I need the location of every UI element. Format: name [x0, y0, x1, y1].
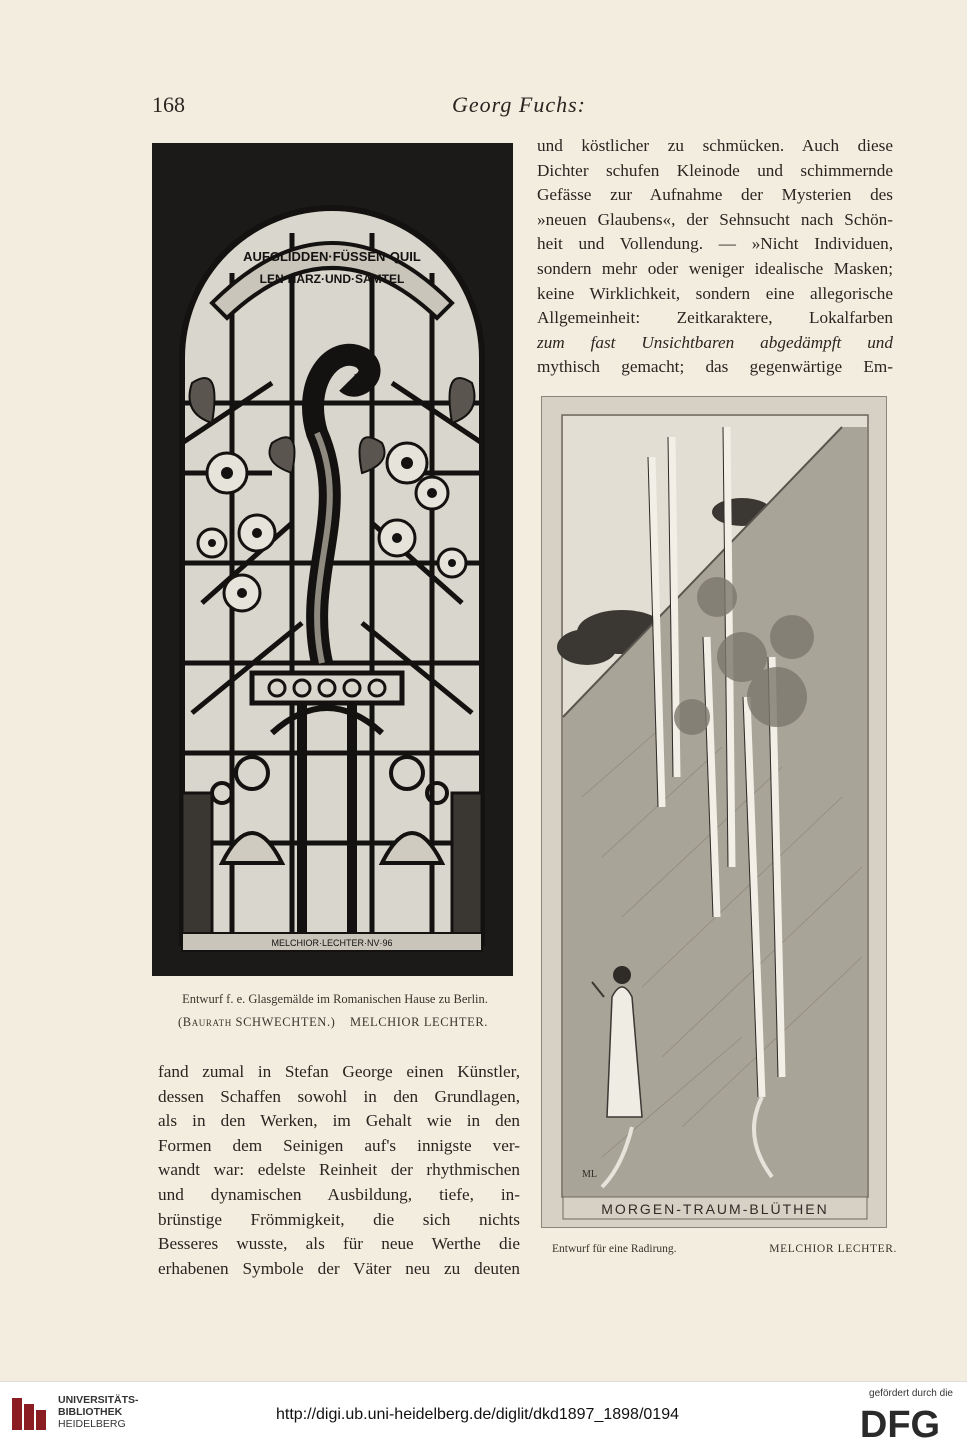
text-line: Allgemeinheit: Zeitkaraktere, Lokalfarben [537, 308, 893, 328]
banner-text: LEN·HARZ·UND·SAMTEL [259, 272, 405, 286]
digitization-footer [0, 1381, 967, 1450]
text-line: wandt war: edelste Reinheit der rhythmischen [158, 1160, 520, 1180]
text-line: Formen dem Seinigen auf's innigste ver- [158, 1135, 520, 1155]
institution-line: HEIDELBERG [58, 1418, 126, 1430]
institution-name [58, 1394, 139, 1430]
text-line: und köstlicher zu schmücken. Auch diese [537, 136, 893, 155]
body-text-right-column [537, 134, 893, 380]
glass-caption-artist: MELCHIOR LECHTER. [350, 1015, 488, 1029]
etching-illustration [542, 397, 887, 1228]
body-text-left-column [158, 1060, 520, 1281]
glass-caption-line-2 [178, 1015, 488, 1030]
page-number: 168 [152, 92, 185, 117]
etching-design-figure [541, 396, 887, 1228]
text-line: fand zumal in Stefan George einen Künstler, [158, 1062, 520, 1081]
banner-text: AUFGLIDDEN·FÜSSEN·QUIL [243, 249, 421, 264]
stained-glass-design-figure [152, 143, 513, 976]
running-head: Georg Fuchs: [452, 92, 586, 117]
funded-by-label: gefördert durch die [869, 1388, 953, 1399]
dfg-logo-icon [849, 1403, 951, 1443]
university-library-logo-icon [10, 1394, 52, 1434]
etching-title: MORGEN-TRAUM-BLÜTHEN [601, 1201, 829, 1217]
etching-caption [552, 1243, 897, 1255]
text-line: sondern mehr oder weniger idealische Masken; [537, 258, 893, 278]
text-line: als in den Werken, im Gehalt wie in den [158, 1111, 520, 1131]
permalink-url[interactable]: http://digi.ub.uni-heidelberg.de/diglit/dkd1897_1898/0194 [276, 1406, 679, 1423]
text-line: Gefässe zur Aufnahme der Mysterien des [537, 185, 893, 205]
text-line: heit und Vollendung. — »Nicht Individuen, [537, 234, 893, 254]
text-line: mythisch gemacht; das gegenwärtige Em- [537, 357, 893, 377]
signature-text: MELCHIOR·LECHTER·NV·96 [271, 938, 393, 948]
text-line: zum fast Unsichtbaren abgedämpft und [537, 332, 893, 352]
text-line: erhabenen Symbole der Väter neu zu deuten [158, 1258, 520, 1278]
dfg-logo-text: DFG [859, 1404, 941, 1443]
text-line: Dichter schufen Kleinode und schimmernde [537, 160, 893, 180]
etching-caption-title: Entwurf für eine Radirung. [552, 1243, 677, 1255]
text-line: und dynamischen Ausbildung, tiefe, in- [158, 1184, 520, 1204]
text-line: dessen Schaffen sowohl in den Grundlagen, [158, 1086, 520, 1106]
text-line: keine Wirklichkeit, sondern eine allegorische [537, 283, 893, 303]
text-line: Besseres wusste, als für neue Werthe die [158, 1234, 520, 1254]
institution-line: BIBLIOTHEK [58, 1406, 123, 1418]
glass-caption-line-1: Entwurf f. e. Glasgemälde im Romanischen Hause zu Berlin. [182, 992, 488, 1006]
text-line: brünstige Frömmigkeit, die sich nichts [158, 1209, 520, 1229]
stained-glass-illustration [152, 143, 513, 976]
text-line: »neuen Glaubens«, der Sehnsucht nach Schön- [537, 209, 893, 229]
institution-line: UNIVERSITÄTS- [58, 1394, 139, 1406]
glass-caption-architect: (Baurath SCHWECHTEN.) [178, 1015, 336, 1029]
etching-caption-artist: MELCHIOR LECHTER. [769, 1243, 897, 1255]
etching-monogram: ML [582, 1169, 597, 1180]
